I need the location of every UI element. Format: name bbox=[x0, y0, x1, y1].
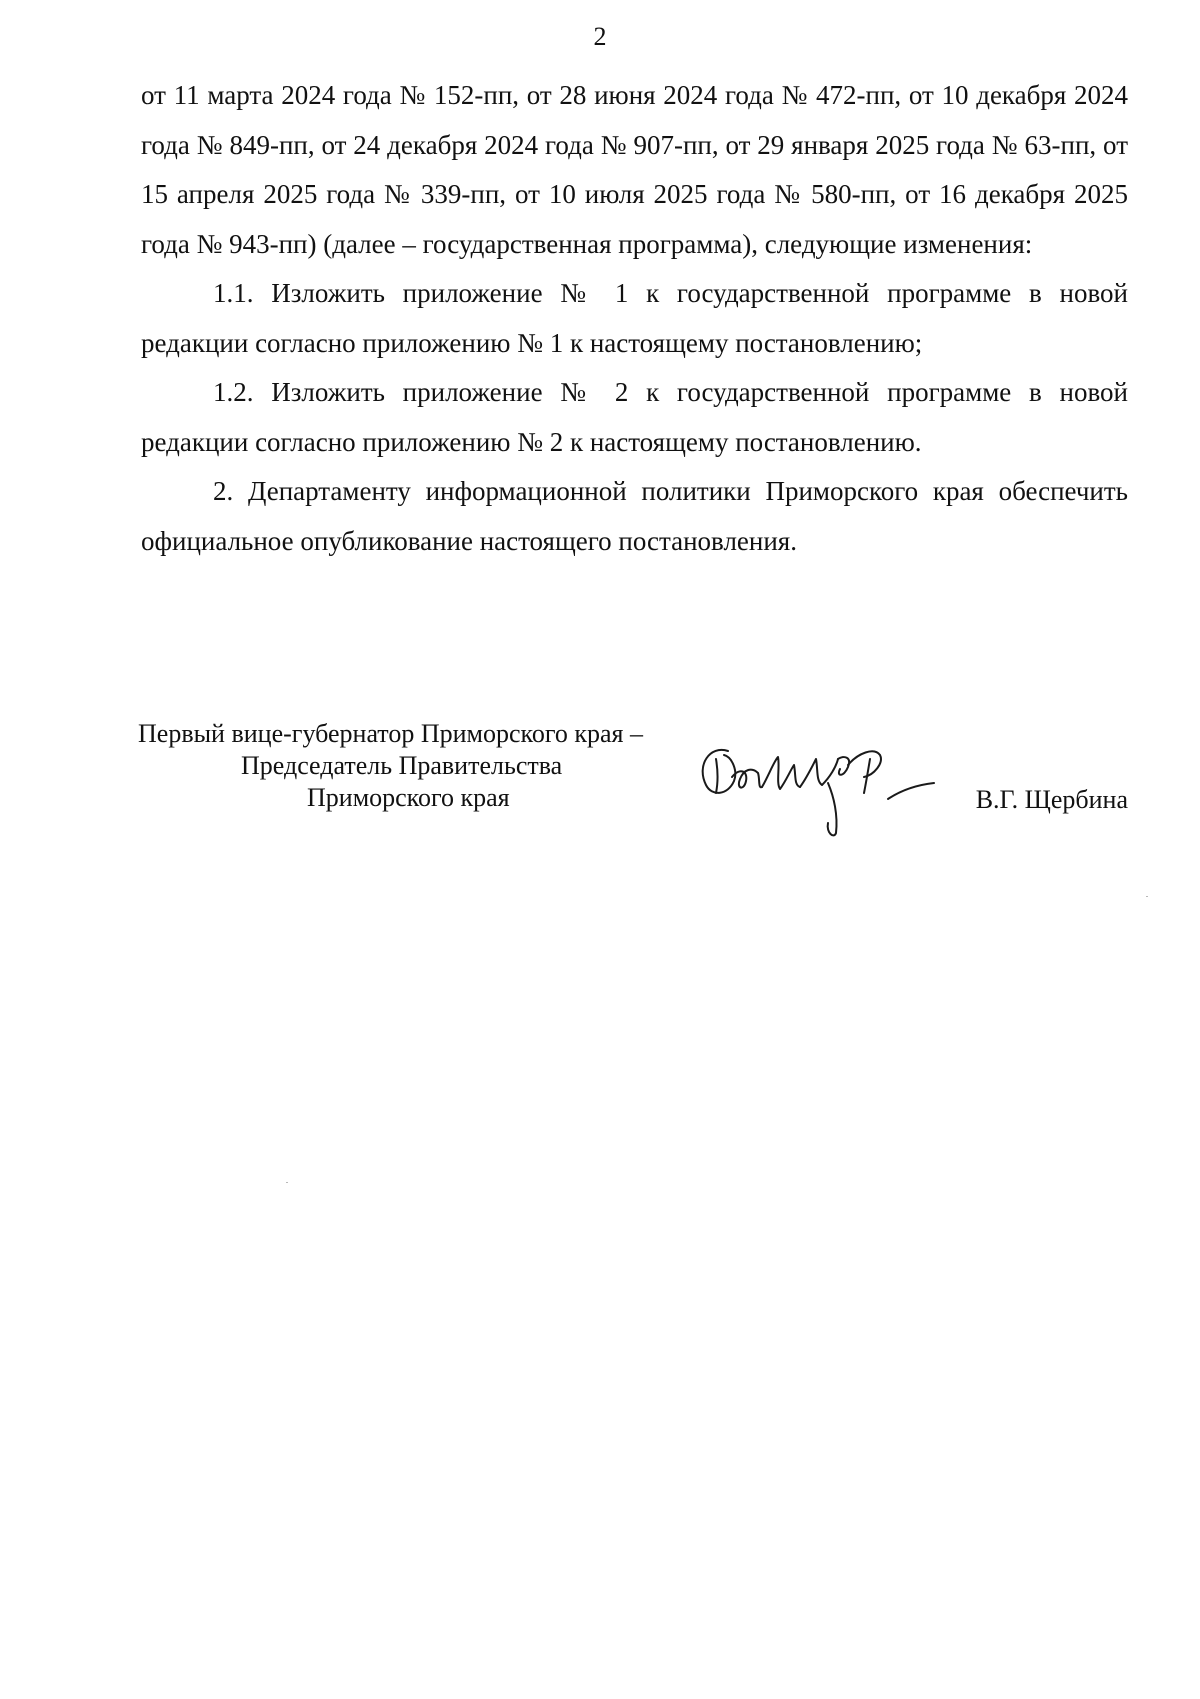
paragraph-item-1-1: 1.1. Изложить приложение № 1 к государственной программе в новой редакции согласно приложению № 1 к настоящему постановлению; bbox=[141, 278, 1128, 358]
paragraph-item-1-2: 1.2. Изложить приложение № 2 к государственной программе в новой редакции согласно приложению № 2 к настоящему постановлению. bbox=[141, 377, 1128, 457]
signatory-title-line-1: Первый вице-губернатор Приморского края – bbox=[138, 719, 643, 748]
signatory-title-line-3: Приморского края bbox=[307, 783, 510, 812]
page-number: 2 bbox=[593, 22, 607, 51]
signatory-name: В.Г. Щербина bbox=[975, 785, 1128, 814]
paragraph-amendment-list: от 11 марта 2024 года № 152-пп, от 28 июня 2024 года № 472-пп, от 10 декабря 2024 года № 849-пп, от 24 декабря 2024 года № 907-пп, от 29 января 2025 года № 63-пп, от 15 апреля 2025 года № 339-пп, от 10 июля 2025 года № 580-пп, от 16 декабря 2025 года № 943-пп) (далее – государственная программа), следующие изменения: bbox=[141, 80, 1128, 259]
document-body bbox=[141, 71, 1128, 566]
scan-speck bbox=[1146, 896, 1148, 897]
signatory-title-line-2: Председатель Правительства bbox=[241, 751, 563, 780]
paragraph-item-2: 2. Департаменту информационной политики Приморского края обеспечить официальное опубликование настоящего постановления. bbox=[141, 476, 1128, 556]
scan-speck bbox=[286, 1182, 288, 1183]
